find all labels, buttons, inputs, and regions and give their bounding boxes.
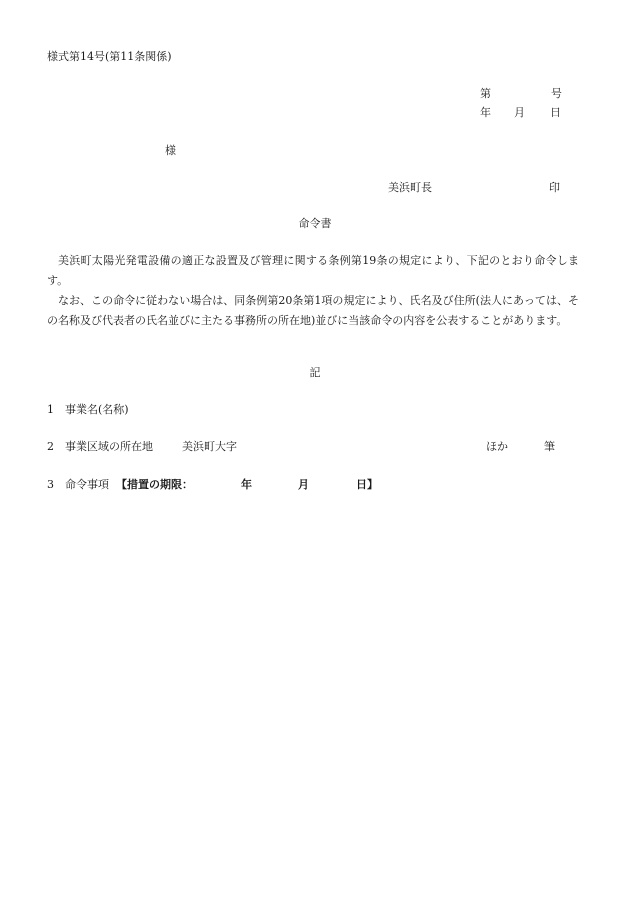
form-number-label: 様式第14号(第11条関係) [47, 50, 172, 63]
item-order-details: 3 命令事項 [47, 478, 109, 491]
deadline-month: 月 [298, 478, 309, 491]
ki-heading: 記 [309, 366, 321, 379]
deadline-label: 【措置の期限： [116, 478, 193, 491]
project-location-value: 美浜町大字 [182, 440, 237, 453]
project-location-other: ほか [486, 440, 508, 453]
seal-mark: 印 [549, 181, 560, 194]
issue-date-year: 年 [480, 106, 491, 119]
document-title: 命令書 [298, 217, 332, 230]
body-paragraph: なお、この命令に従わない場合は、同条例第20条第1項の規定により、氏名及び住所(法人にあっては、その名称及び代表者の氏名並びに主たる事務所の所在地)並びに当該命令の内容を公表することがあります。 [47, 294, 579, 327]
document-number-suffix: 号 [551, 87, 562, 100]
issue-date-day: 日 [550, 106, 561, 119]
item-business-name: 1 事業名(名称) [47, 403, 129, 416]
item-project-location: 2 事業区域の所在地 [47, 440, 153, 453]
issuer-name: 美浜町長 [388, 181, 432, 194]
deadline-day: 日】 [356, 478, 378, 491]
deadline-year: 年 [241, 478, 252, 491]
document-number-prefix: 第 [480, 87, 491, 100]
issue-date-month: 月 [514, 106, 525, 119]
project-location-parcel-unit: 筆 [544, 440, 555, 453]
body-paragraph: 美浜町太陽光発電設備の適正な設置及び管理に関する条例第19条の規定により、下記のとおり命令します。 [47, 254, 579, 287]
addressee-honorific: 様 [165, 144, 176, 157]
